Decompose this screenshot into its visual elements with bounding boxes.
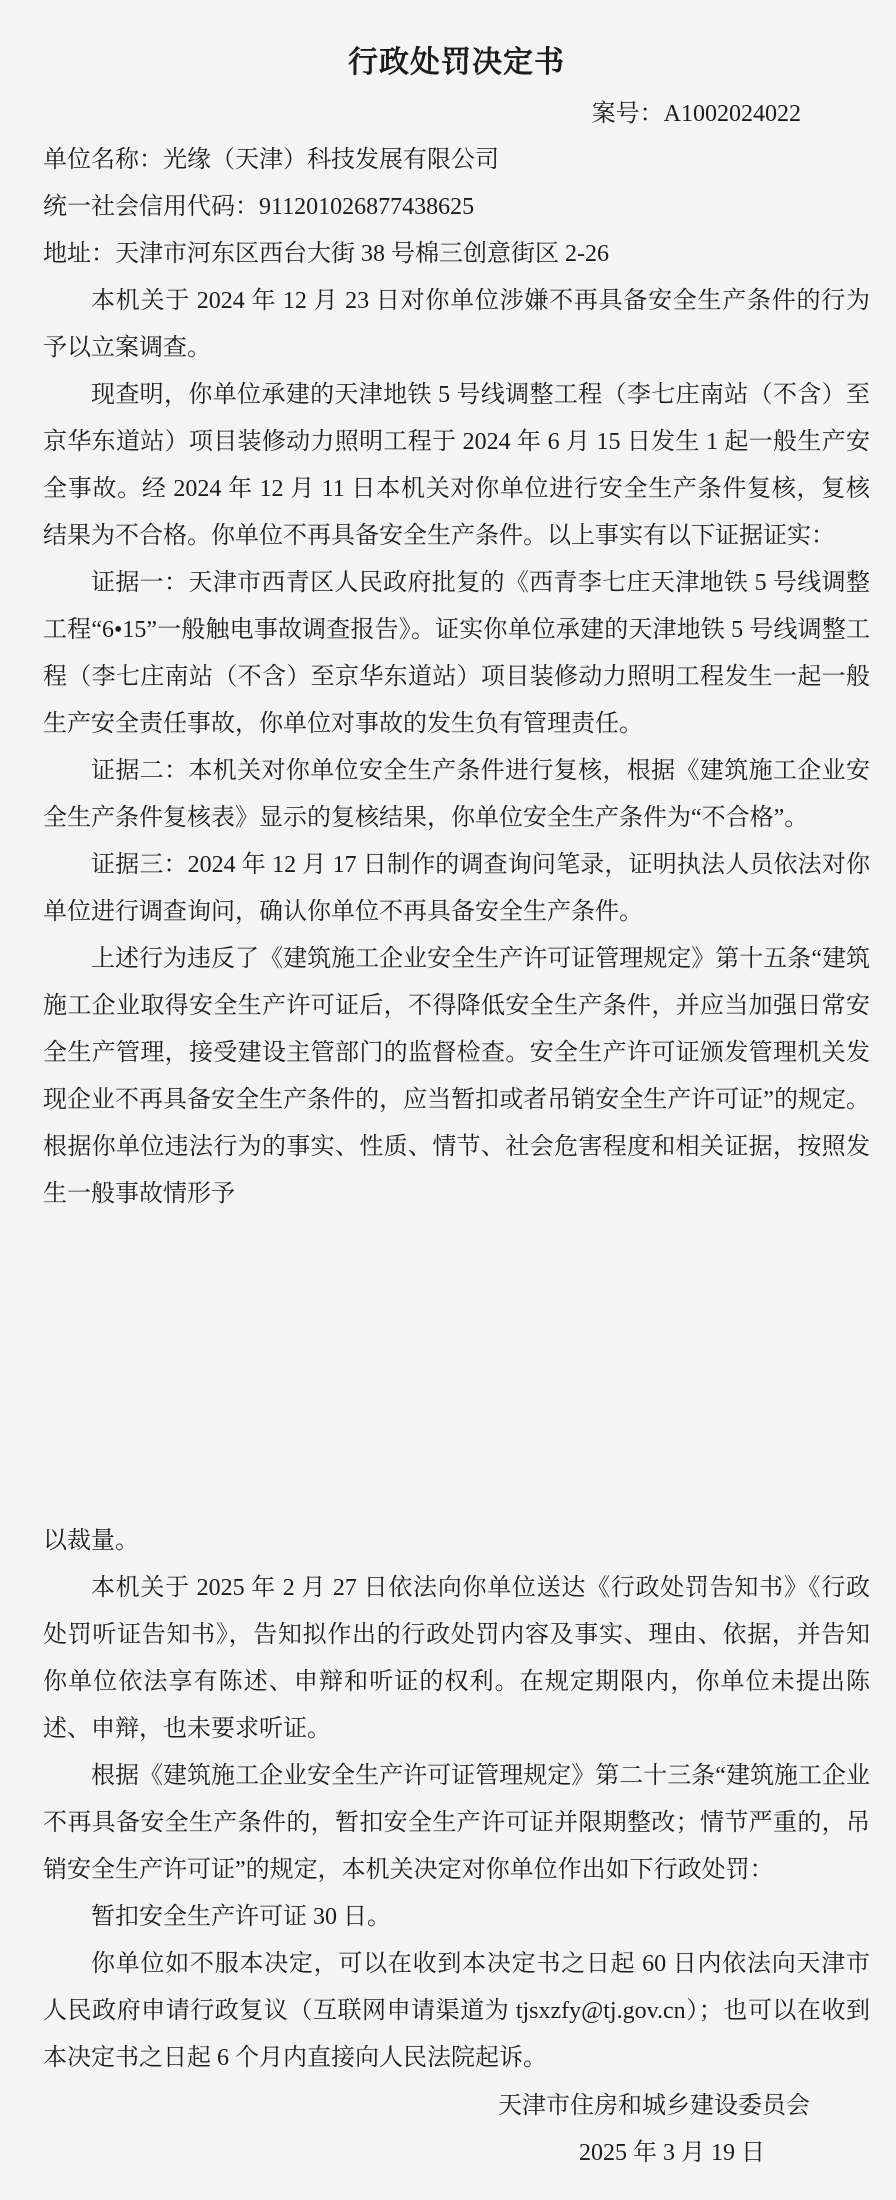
decision-date: 2025 年 3 月 19 日 — [579, 2140, 765, 2166]
paragraph-filing: 本机关于 2024 年 12 月 23 日对你单位涉嫌不再具备安全生产条件的行为予以立案调查。 — [43, 288, 870, 361]
address-value: 天津市河东区西台大街 38 号棉三创意街区 2-26 — [115, 241, 609, 267]
paragraph-violation-part1: 上述行为违反了《建筑施工企业安全生产许可证管理规定》第十五条“建筑施工企业取得安全生产许可证后，不得降低安全生产条件，并应当加强日常安全生产管理，接受建设主管部门的监督检查。安全生产许可证颁发管理机关发现企业不再具备安全生产条件的，应当暂扣或者吊销安全生产许可证”的规定。根据你单位违法行为的事实、性质、情节、社会危害程度和相关证据，按照发生一般事故情形予 — [43, 946, 870, 1207]
unit-name-line — [43, 137, 870, 184]
paragraph-penalty-basis: 根据《建筑施工企业安全生产许可证管理规定》第二十三条“建筑施工企业不再具备安全生产条件的，暂扣安全生产许可证并限期整改；情节严重的，吊销安全生产许可证”的规定，本机关决定对你单位作出如下行政处罚： — [43, 1763, 870, 1883]
paragraph-evidence-three: 证据三：2024 年 12 月 17 日制作的调查询问笔录，证明执法人员依法对你单位进行调查询问，确认你单位不再具备安全生产条件。 — [43, 852, 870, 925]
paragraph-notification: 本机关于 2025 年 2 月 27 日依法向你单位送达《行政处罚告知书》《行政处罚听证告知书》，告知拟作出的行政处罚内容及事实、理由、依据，并告知你单位依法享有陈述、申辩和听证的权利。在规定期限内，你单位未提出陈述、申辩，也未要求听证。 — [43, 1575, 870, 1742]
paragraph-evidence-two: 证据二：本机关对你单位安全生产条件进行复核，根据《建筑施工企业安全生产条件复核表》显示的复核结果，你单位安全生产条件为“不合格”。 — [43, 758, 870, 831]
credit-code-label: 统一社会信用代码： — [43, 194, 259, 220]
unit-name-label: 单位名称： — [43, 147, 163, 173]
credit-code-value: 911201026877438625 — [259, 194, 475, 220]
address-label: 地址： — [43, 241, 115, 267]
paragraph-evidence-one: 证据一：天津市西青区人民政府批复的《西青李七庄天津地铁 5 号线调整工程“6•15”一般触电事故调查报告》。证实你单位承建的天津地铁 5 号线调整工程（李七庄南站（不含）至京华东道站）项目装修动力照明工程发生一起一般生产安全责任事故，你单位对事故的发生负有管理责任。 — [43, 570, 870, 737]
issuing-agency: 天津市住房和城乡建设委员会 — [498, 2093, 810, 2119]
page-break-gap — [43, 1218, 870, 1518]
unit-name-value: 光缘（天津）科技发展有限公司 — [163, 147, 499, 173]
case-number: 案号：A1002024022 — [591, 101, 801, 127]
credit-code-line — [43, 184, 870, 231]
signature-block — [0, 2083, 896, 2177]
paragraph-penalty-decision: 暂扣安全生产许可证 30 日。 — [91, 1904, 391, 1930]
paragraph-violation-part2: 以裁量。 — [43, 1528, 139, 1554]
paragraph-appeal-rights: 你单位如不服本决定，可以在收到本决定书之日起 60 日内依法向天津市人民政府申请行政复议（互联网申请渠道为 tjsxzfy@tj.gov.cn）；也可以在收到本决定书之日起 6 个月内直接向人民法院起诉。 — [43, 1951, 870, 2071]
paragraph-findings: 现查明，你单位承建的天津地铁 5 号线调整工程（李七庄南站（不含）至京华东道站）项目装修动力照明工程于 2024 年 6 月 15 日发生 1 起一般生产安全事故。经 2024 年 12 月 11 日本机关对你单位进行安全生产条件复核，复核结果为不合格。你单位不再具备安全生产条件。以上事实有以下证据证实： — [43, 382, 870, 549]
address-line — [43, 231, 870, 278]
document-title: 行政处罚决定书 — [348, 46, 565, 79]
